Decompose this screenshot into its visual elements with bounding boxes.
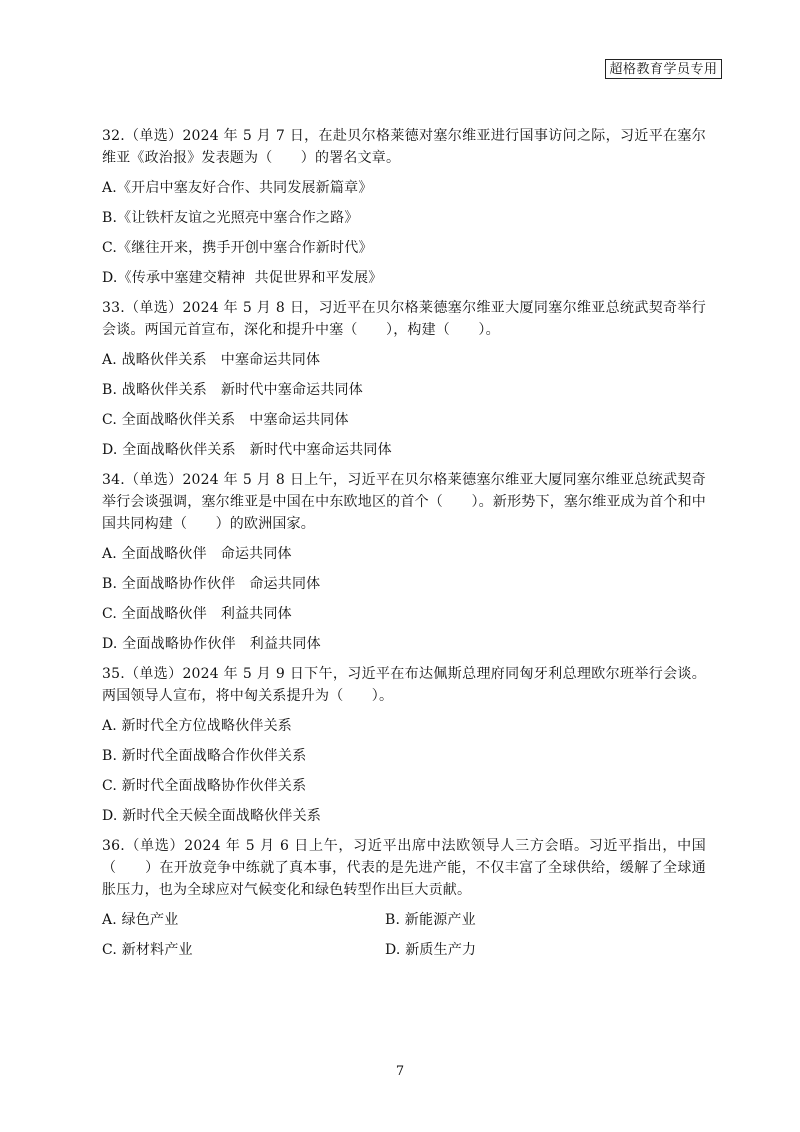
option-c: C. 全面战略伙伴关系 中塞命运共同体 (102, 412, 349, 428)
question-stem: 32.（单选）2024 年 5 月 7 日，在赴贝尔格莱德对塞尔维亚进行国事访问之际，习近平在塞尔维亚《政治报》发表题为（ ）的署名文章。 (102, 128, 706, 166)
option-b: B. 新能源产业 (385, 912, 476, 928)
option-d: D.《传承中塞建交精神 共促世界和平发展》 (102, 270, 383, 286)
question-stem: 34.（单选）2024 年 5 月 8 日上午，习近平在贝尔格莱德塞尔维亚大厦同塞尔维亚总统武契奇举行会谈强调，塞尔维亚是中国在中东欧地区的首个（ ）。新形势下，塞尔维亚成为首个和中国共同构建（ ）的欧洲国家。 (102, 472, 706, 532)
option-a: A. 战略伙伴关系 中塞命运共同体 (102, 352, 321, 368)
option-b: B. 新时代全面战略合作伙伴关系 (102, 748, 307, 764)
option-c: C.《继往开来，携手开创中塞合作新时代》 (102, 240, 373, 256)
option-d: D. 全面战略伙伴关系 新时代中塞命运共同体 (102, 442, 392, 458)
option-row (102, 909, 706, 931)
question-32 (102, 125, 706, 289)
option-a: A.《开启中塞友好合作、共同发展新篇章》 (102, 180, 373, 196)
option-b: B.《让铁杆友谊之光照亮中塞合作之路》 (102, 210, 359, 226)
option-a: A. 绿色产业 (102, 912, 179, 928)
question-33 (102, 297, 706, 461)
option-row (102, 939, 706, 961)
option-d: D. 新质生产力 (385, 942, 477, 958)
question-stem: 33.（单选）2024 年 5 月 8 日，习近平在贝尔格莱德塞尔维亚大厦同塞尔维亚总统武契奇举行会谈。两国元首宣布，深化和提升中塞（ ），构建（ ）。 (102, 300, 706, 338)
header-tag: 超格教育学员专用 (605, 59, 722, 79)
option-b: B. 全面战略协作伙伴 命运共同体 (102, 576, 321, 592)
page-number: 7 (395, 1064, 405, 1079)
question-stem: 36.（单选）2024 年 5 月 6 日上午，习近平出席中法欧领导人三方会晤。习近平指出，中国（ ）在开放竞争中练就了真本事，代表的是先进产能，不仅丰富了全球供给，缓解了全球通胀压力，也为全球应对气候变化和绿色转型作出巨大贡献。 (102, 838, 706, 898)
option-b: B. 战略伙伴关系 新时代中塞命运共同体 (102, 382, 363, 398)
option-d: D. 新时代全天候全面战略伙伴关系 (102, 808, 322, 824)
question-stem: 35.（单选）2024 年 5 月 9 日下午，习近平在布达佩斯总理府同匈牙利总理欧尔班举行会谈。两国领导人宣布，将中匈关系提升为（ ）。 (102, 666, 706, 704)
option-a: A. 新时代全方位战略伙伴关系 (102, 718, 293, 734)
question-list (102, 125, 706, 969)
option-d: D. 全面战略协作伙伴 利益共同体 (102, 636, 321, 652)
option-c: C. 全面战略伙伴 利益共同体 (102, 606, 292, 622)
option-a: A. 全面战略伙伴 命运共同体 (102, 546, 292, 562)
question-35 (102, 663, 706, 827)
option-c: C. 新时代全面战略协作伙伴关系 (102, 778, 307, 794)
option-c: C. 新材料产业 (102, 942, 193, 958)
question-36 (102, 835, 706, 961)
question-34 (102, 469, 706, 655)
